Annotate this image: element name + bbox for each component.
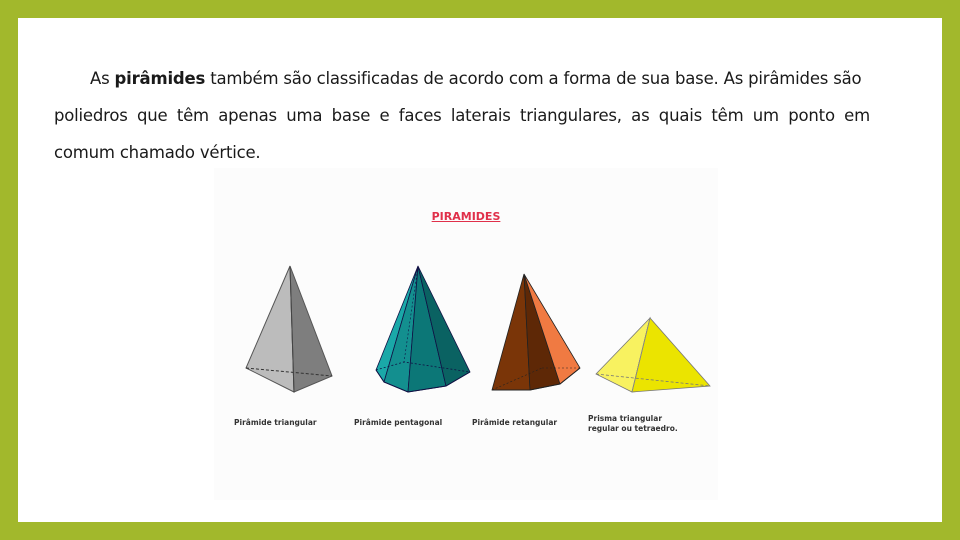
- paragraph-line-1: [54, 60, 870, 97]
- caption-triangular: Pirâmide triangular: [234, 418, 317, 427]
- figure-title: PIRAMIDES: [431, 210, 501, 223]
- caption-rectangular: Pirâmide retangular: [472, 418, 558, 427]
- body-paragraph: [54, 60, 870, 171]
- slide: [18, 18, 942, 522]
- paragraph-line-2: poliedros que têm apenas uma base e faces laterais triangulares, as quais têm um ponto em: [54, 106, 870, 125]
- tetrahedron-icon: [592, 316, 714, 396]
- caption-tetrahedron: [588, 414, 678, 434]
- caption-tetrahedron-line2: regular ou tetraedro.: [588, 424, 678, 433]
- line1-rest: também são classificadas de acordo com a forma de sua base. As pirâmides são: [205, 69, 862, 88]
- pyramids-figure: [214, 168, 718, 500]
- bold-term: pirâmides: [114, 69, 206, 88]
- pentagonal-pyramid-icon: [374, 264, 474, 394]
- rectangular-pyramid-icon: [490, 272, 582, 392]
- caption-tetrahedron-line1: Prisma triangular: [588, 414, 663, 423]
- caption-pentagonal: Pirâmide pentagonal: [354, 418, 443, 427]
- paragraph-line-3: comum chamado vértice.: [54, 143, 261, 162]
- triangular-pyramid-icon: [242, 264, 334, 394]
- line1-prefix: As: [90, 69, 115, 88]
